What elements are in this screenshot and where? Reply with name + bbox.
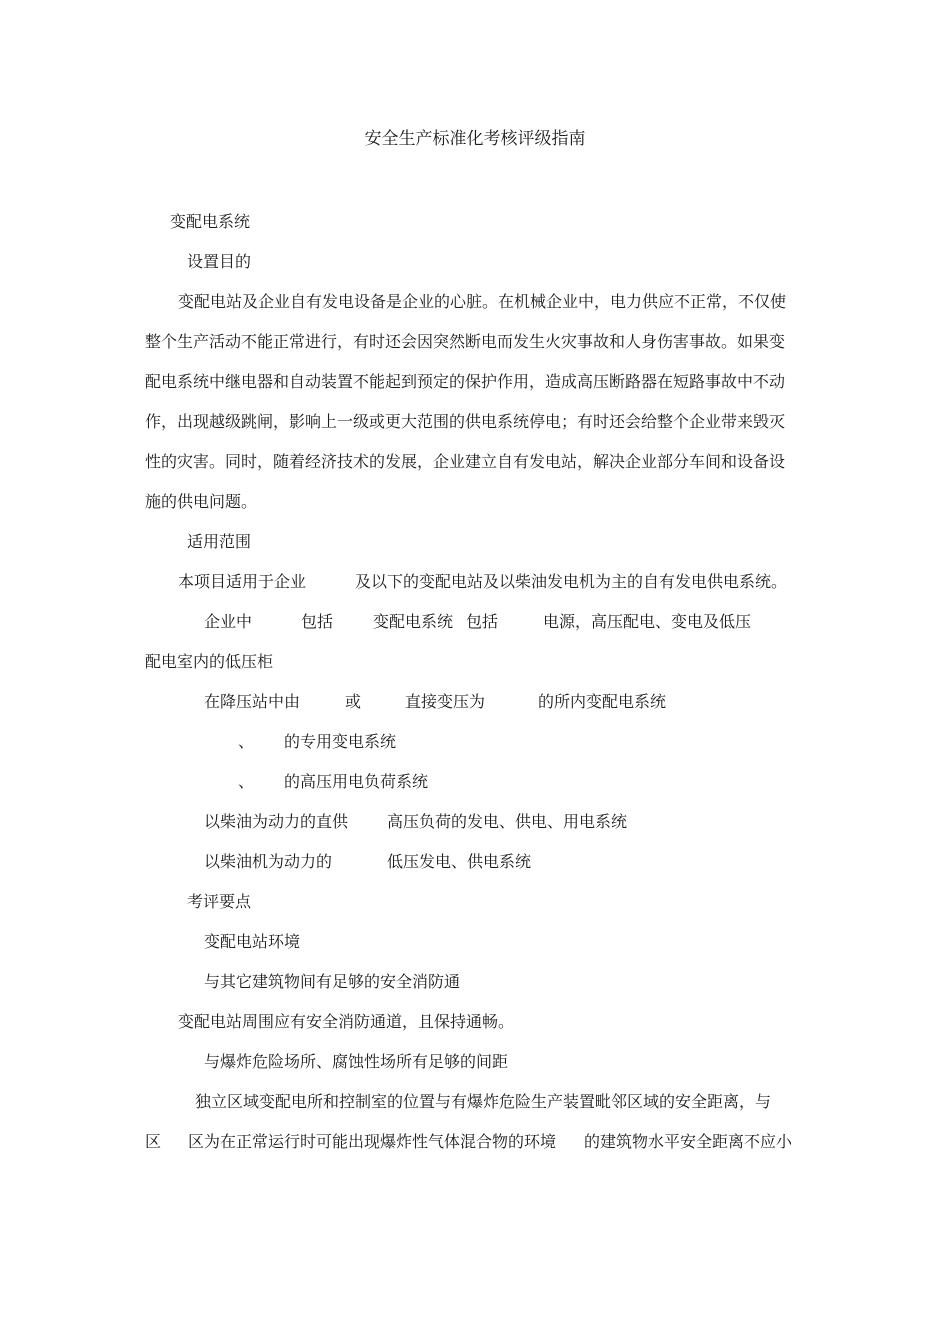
- scope-line-3: 配电室内的低压柜: [145, 652, 274, 671]
- fire-passage-heading: 与其它建筑物间有足够的安全消防通: [204, 972, 461, 991]
- scope-line-2-part-1: 企业中: [204, 612, 253, 631]
- scope-line-2-part-3: 变配电系统: [373, 612, 454, 631]
- scope-line-7-part-2: 高压负荷的发电、供电、用电系统: [387, 812, 628, 831]
- scope-line-5-part-2: 的专用变电系统: [284, 732, 397, 751]
- section-heading: 变配电系统: [170, 212, 251, 231]
- scope-line-7-part-1: 以柴油为动力的直供: [204, 812, 349, 831]
- purpose-line-2: 整个生产活动不能正常进行，有时还会因突然断电而发生火灾事故和人身伤害事故。如果变: [145, 332, 786, 351]
- danger-line-2-part-2: 区为在正常运行时可能出现爆炸性气体混合物的环境: [188, 1132, 557, 1151]
- fire-passage-text: 变配电站周围应有安全消防通道，且保持通畅。: [178, 1012, 515, 1031]
- scope-line-2-part-4: 包括: [466, 612, 499, 631]
- environment-heading: 变配电站环境: [204, 932, 301, 951]
- danger-line-1: 独立区域变配电所和控制室的位置与有爆炸危险生产装置毗邻区域的安全距离，与: [195, 1092, 772, 1111]
- purpose-heading: 设置目的: [187, 252, 252, 271]
- scope-heading: 适用范围: [187, 532, 252, 551]
- purpose-line-1: 变配电站及企业自有发电设备是企业的心脏。在机械企业中，电力供应不正常，不仅使: [178, 292, 787, 311]
- document-title: 安全生产标准化考核评级指南: [364, 129, 586, 149]
- scope-line-6-part-1: 、: [238, 772, 255, 791]
- purpose-line-5: 性的灾害。同时，随着经济技术的发展，企业建立自有发电站，解决企业部分车间和设备设: [145, 452, 786, 471]
- scope-line-1-part-2: 及以下的变配电站及以柴油发电机为主的自有发电供电系统。: [355, 572, 788, 591]
- danger-distance-heading: 与爆炸危险场所、腐蚀性场所有足够的间距: [204, 1052, 509, 1071]
- scope-line-5-part-1: 、: [238, 732, 255, 751]
- scope-line-4-part-1: 在降压站中由: [204, 692, 301, 711]
- scope-line-1-part-1: 本项目适用于企业: [178, 572, 307, 591]
- scope-line-2-part-2: 包括: [301, 612, 334, 631]
- scope-line-6-part-2: 的高压用电负荷系统: [284, 772, 429, 791]
- danger-line-2-part-3: 的建筑物水平安全距离不应小: [584, 1132, 793, 1151]
- scope-line-4-part-4: 的所内变配电系统: [538, 692, 667, 711]
- scope-line-4-part-3: 直接变压为: [405, 692, 486, 711]
- purpose-line-6: 施的供电问题。: [145, 492, 258, 511]
- danger-line-2-part-1: 区: [145, 1132, 162, 1151]
- scope-line-4-part-2: 或: [345, 692, 362, 711]
- purpose-line-3: 配电系统中继电器和自动装置不能起到预定的保护作用，造成高压断路器在短路事故中不动: [145, 372, 786, 391]
- scope-line-2-part-5: 电源，高压配电、变电及低压: [543, 612, 752, 631]
- scope-line-8-part-1: 以柴油机为动力的: [204, 852, 333, 871]
- scope-line-8-part-2: 低压发电、供电系统: [387, 852, 532, 871]
- purpose-line-4: 作，出现越级跳闸，影响上一级或更大范围的供电系统停电；有时还会给整个企业带来毁灭: [145, 412, 786, 431]
- evaluation-heading: 考评要点: [187, 892, 252, 911]
